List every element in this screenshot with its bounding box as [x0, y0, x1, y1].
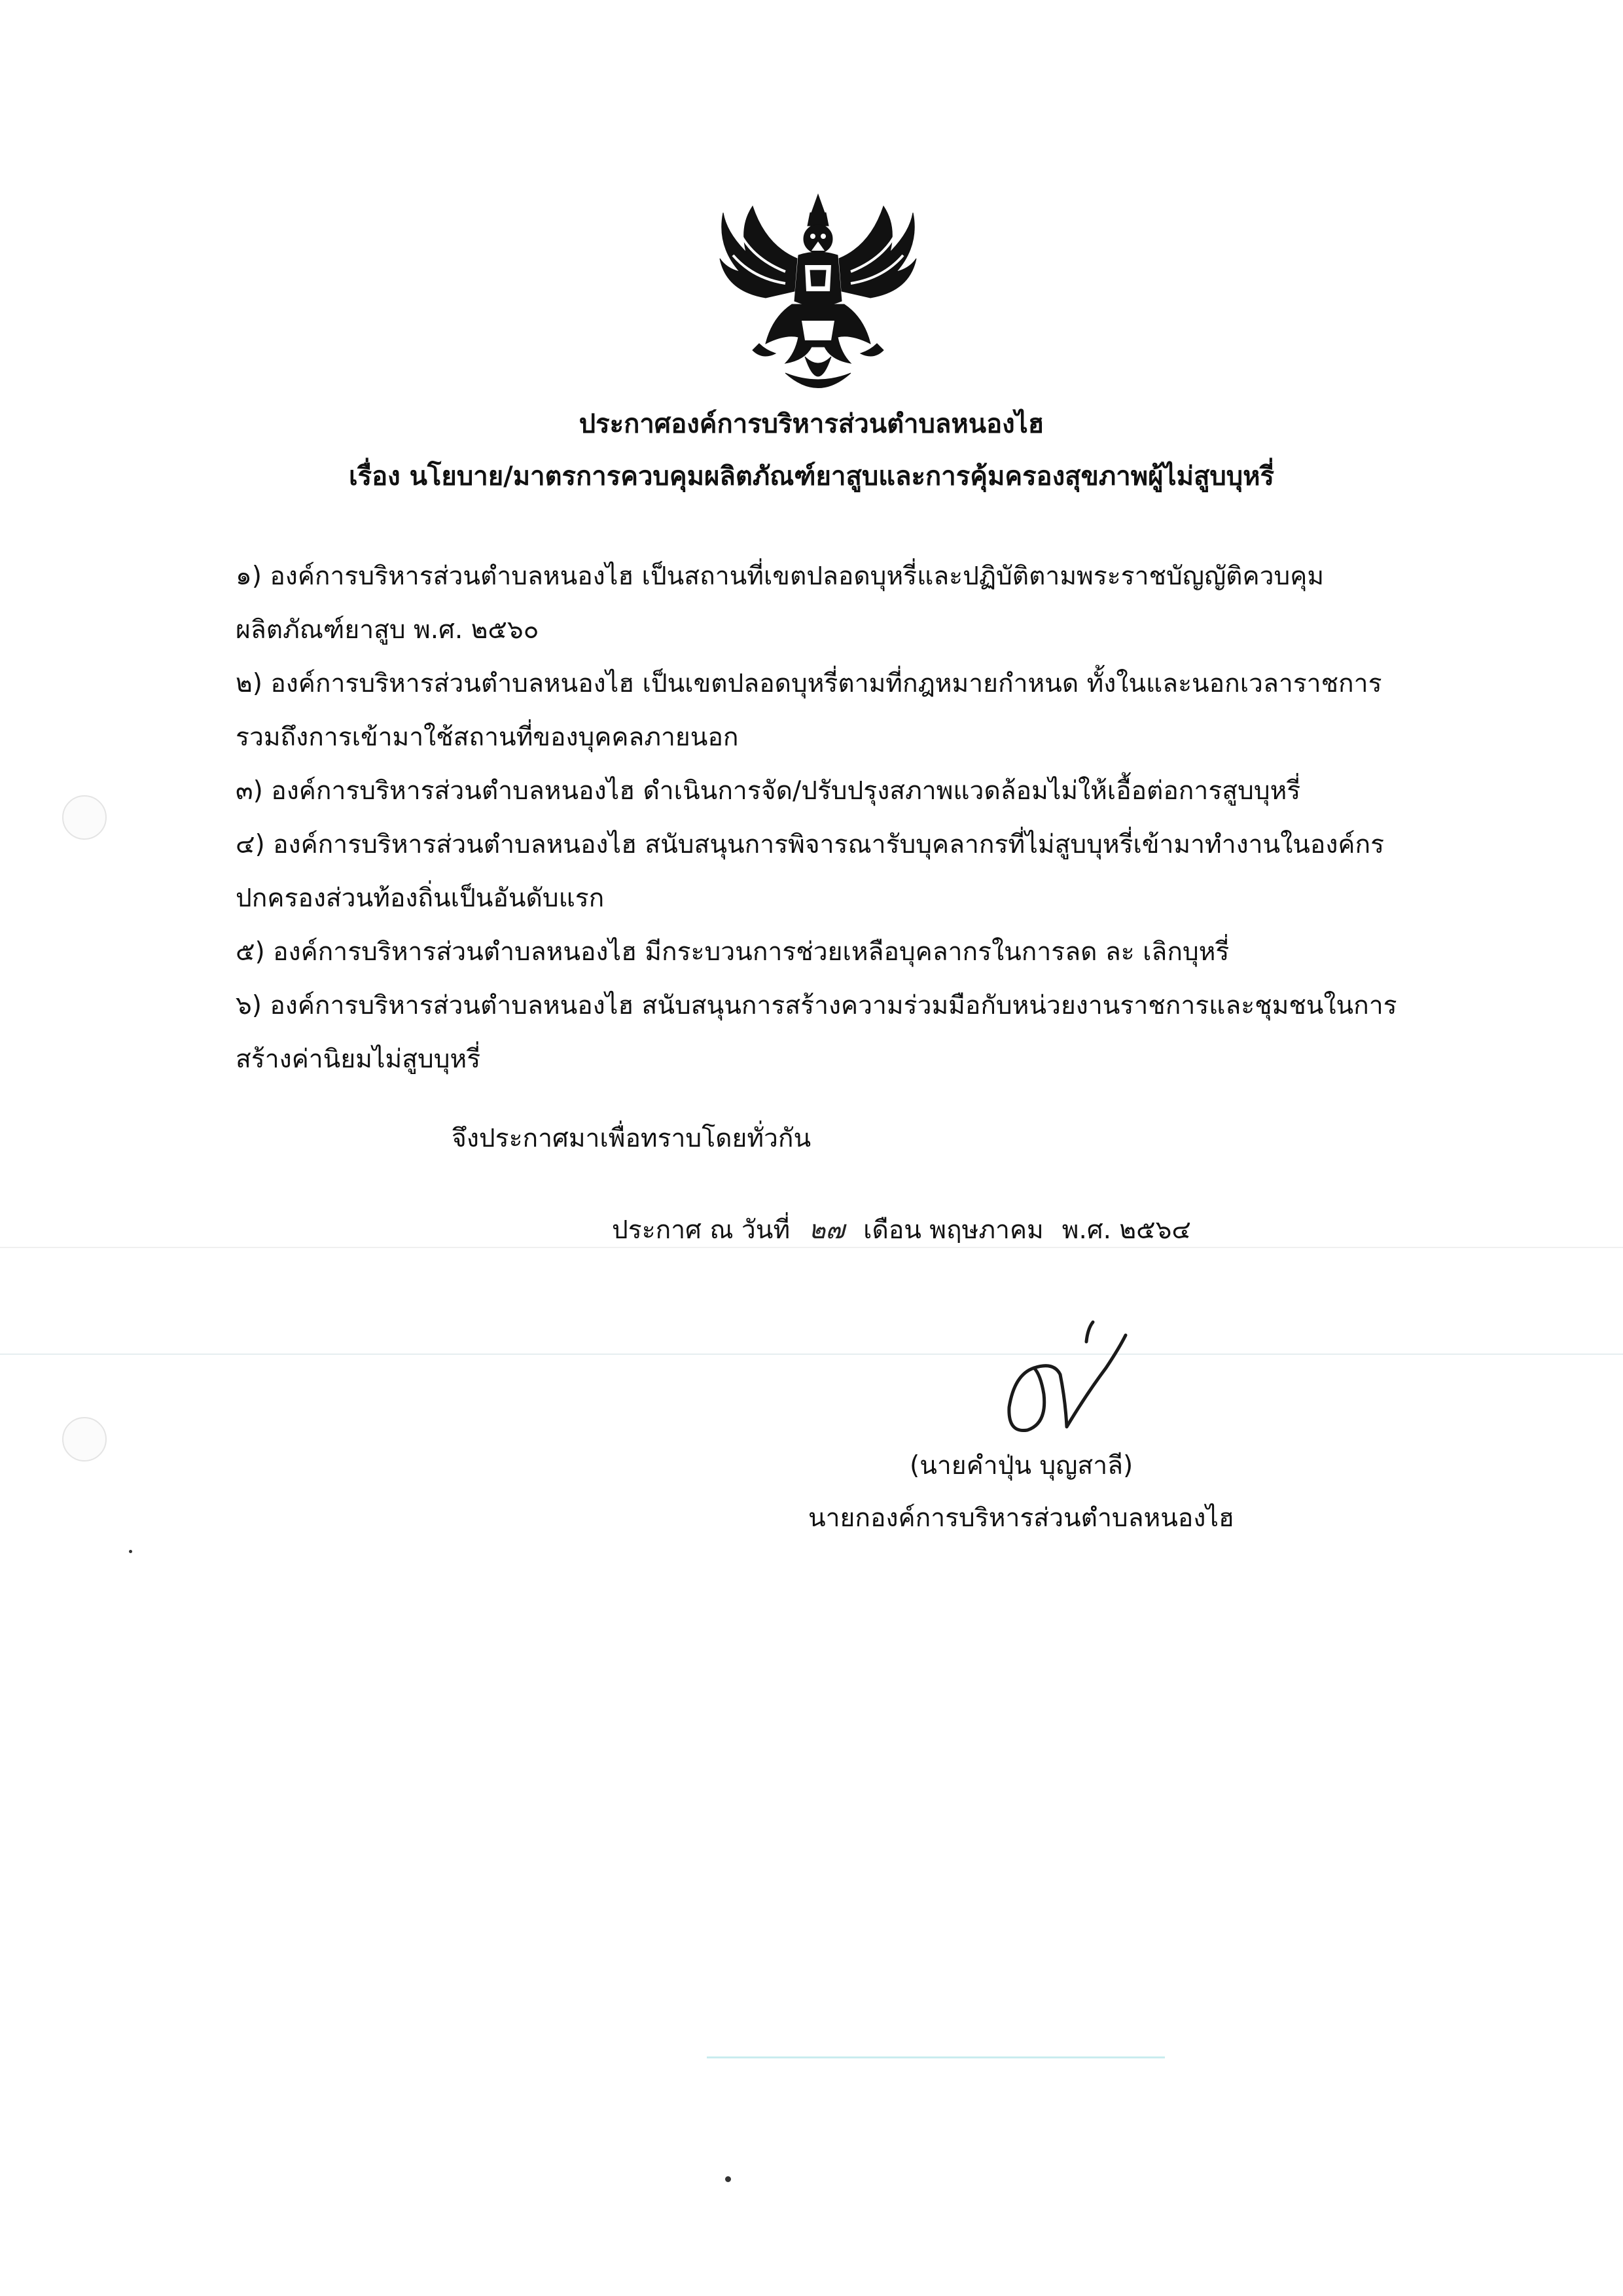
policy-item-3: ๓) องค์การบริหารส่วนตำบลหนองไฮ ดำเนินการจัด/ปรับปรุงสภาพแวดล้อมไม่ให้เอื้อต่อการสูบบุหรี่ [236, 776, 1301, 806]
policy-item-1: ๑) องค์การบริหารส่วนตำบลหนองไฮ เป็นสถานที่เขตปลอดบุหรี่และปฏิบัติตามพระราชบัญญัติควบคุม ผลิตภัณฑ์ยาสูบ พ.ศ. ๒๕๖๐ [236, 562, 1325, 645]
date-day: ๒๗ [808, 1215, 845, 1245]
date-month: เดือน พฤษภาคม [863, 1215, 1044, 1245]
signatory-title: นายกองค์การบริหารส่วนตำบลหนองไฮ [808, 1503, 1234, 1533]
policy-item-2: ๒) องค์การบริหารส่วนตำบลหนองไฮ เป็นเขตปลอดบุหรี่ตามที่กฎหมายกำหนด ทั้งในและนอกเวลาราชการ รวมถึงการเข้ามาใช้สถานที่ของบุคคลภายนอก [236, 669, 1382, 752]
punch-hole [62, 795, 107, 840]
scan-fold-line [0, 1354, 1623, 1355]
announcement-date [612, 1211, 1191, 1250]
policy-item-5: ๕) องค์การบริหารส่วนตำบลหนองไฮ มีกระบวนการช่วยเหลือบุคลากรในการลด ละ เลิกบุหรี่ [236, 937, 1230, 967]
scan-mark-line [707, 2056, 1165, 2058]
policy-item-6: ๖) องค์การบริหารส่วนตำบลหนองไฮ สนับสนุนการสร้างความร่วมมือกับหน่วยงานราชการและชุมชนในการ สร้างค่านิยมไม่สูบบุหรี่ [236, 991, 1397, 1074]
punch-hole [62, 1417, 107, 1462]
handwritten-signature [995, 1316, 1165, 1446]
scan-speck [129, 1550, 132, 1553]
date-year: พ.ศ. ๒๕๖๔ [1061, 1215, 1191, 1245]
closing-statement: จึงประกาศมาเพื่อทราบโดยทั่วกัน [452, 1124, 812, 1153]
date-prefix: ประกาศ ณ วันที่ [612, 1215, 791, 1245]
garuda-emblem-icon [713, 187, 923, 403]
signatory-name: (นายคำปุ่น บุญสาลี) [910, 1451, 1133, 1480]
scan-speck [725, 2176, 731, 2182]
announcement-title: ประกาศองค์การบริหารส่วนตำบลหนองไฮ [579, 409, 1044, 439]
policy-item-4: ๔) องค์การบริหารส่วนตำบลหนองไฮ สนับสนุนการพิจารณารับบุคลากรที่ไม่สูบบุหรี่เข้ามาทำงานในองค์กร ปกครองส่วนท้องถิ่นเป็นอันดับแรก [236, 830, 1385, 913]
announcement-subject: เรื่อง นโยบาย/มาตรการควบคุมผลิตภัณฑ์ยาสูบและการคุ้มครองสุขภาพผู้ไม่สูบบุหรี่ [348, 461, 1275, 492]
policy-list [236, 550, 1420, 1086]
